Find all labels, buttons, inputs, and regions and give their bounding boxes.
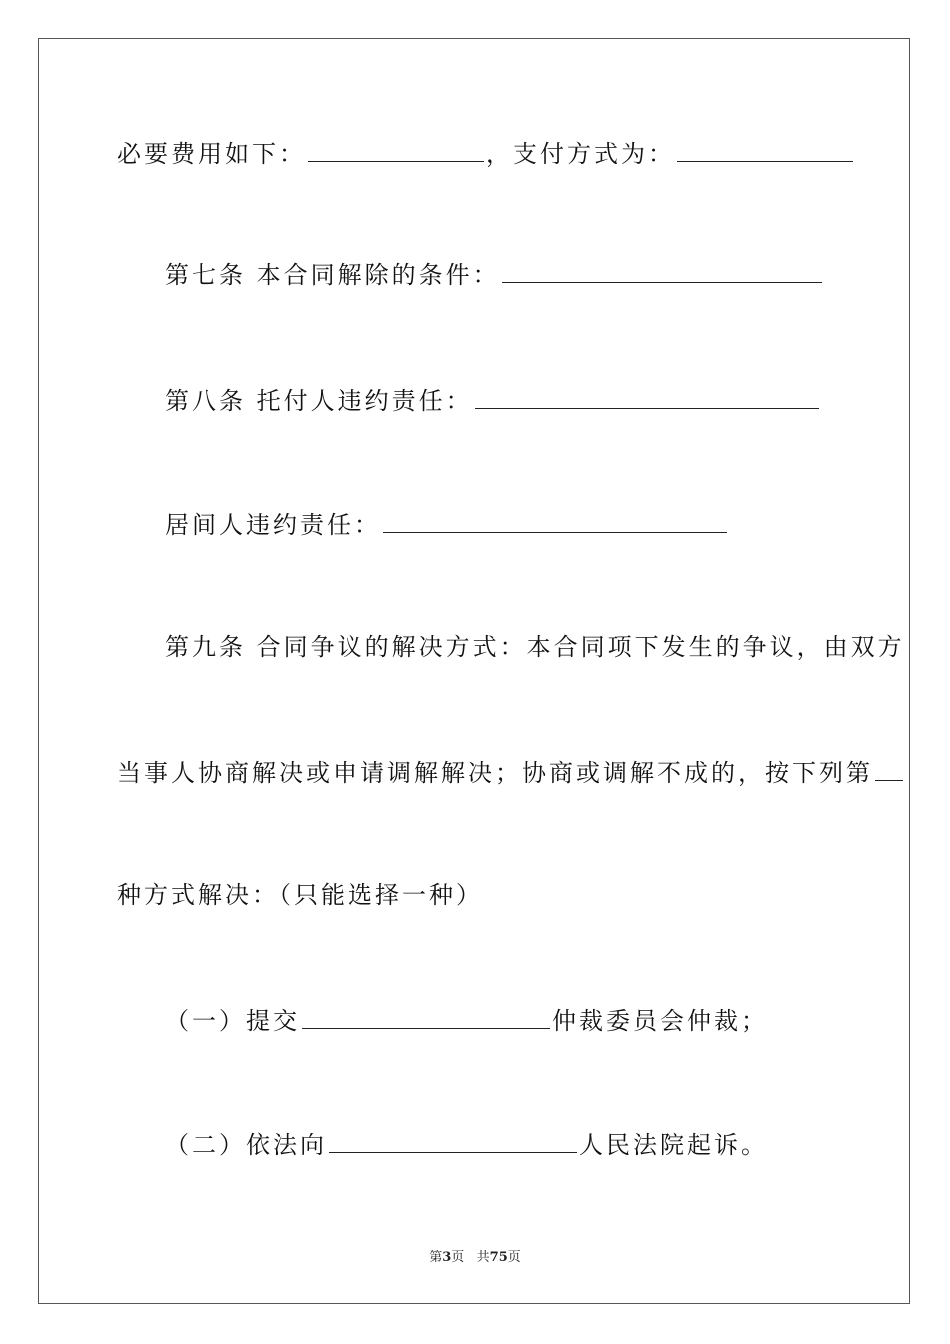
text-line-4	[165, 508, 729, 540]
page-total: 75	[489, 1250, 508, 1265]
text-segment: （一）提交	[165, 1007, 300, 1035]
text-line-3	[165, 384, 821, 416]
text-line-1	[117, 137, 855, 169]
footer-text: 页 共	[451, 1250, 490, 1265]
fill-blank[interactable]	[329, 1128, 577, 1153]
text-line-7	[117, 880, 483, 910]
text-segment: 第七条 本合同解除的条件：	[165, 261, 500, 289]
fill-blank[interactable]	[308, 137, 484, 162]
text-line-5	[165, 632, 905, 662]
text-segment: 居间人违约责任：	[165, 511, 381, 539]
page-footer	[0, 1246, 950, 1265]
footer-text: 第	[429, 1250, 443, 1265]
fill-blank[interactable]	[302, 1004, 550, 1029]
footer-text: 页	[507, 1250, 521, 1265]
text-segment: 当事人协商解决或申请调解解决；协商或调解不成的，按下列第	[117, 759, 873, 787]
fill-blank[interactable]	[677, 137, 853, 162]
text-line-2	[165, 258, 824, 290]
text-segment: （二）依法向	[165, 1131, 327, 1159]
page-frame	[38, 38, 910, 1304]
fill-blank[interactable]	[475, 384, 819, 409]
page-number: 3	[442, 1250, 452, 1265]
text-segment: 种方式解决：（只能选择一种）	[117, 881, 483, 909]
fill-blank[interactable]	[875, 756, 903, 781]
text-line-6	[117, 756, 905, 788]
text-line-9	[165, 1128, 768, 1160]
text-segment: 第八条 托付人违约责任：	[165, 387, 473, 415]
text-segment: 仲裁委员会仲裁；	[552, 1007, 768, 1035]
text-segment: 第九条 合同争议的解决方式：本合同项下发生的争议，由双方	[165, 633, 905, 661]
text-segment: 必要费用如下：	[117, 140, 306, 168]
text-line-8	[165, 1004, 768, 1036]
fill-blank[interactable]	[502, 258, 822, 283]
text-segment: ，支付方式为：	[486, 140, 675, 168]
fill-blank[interactable]	[383, 508, 727, 533]
text-segment: 人民法院起诉。	[579, 1131, 768, 1159]
